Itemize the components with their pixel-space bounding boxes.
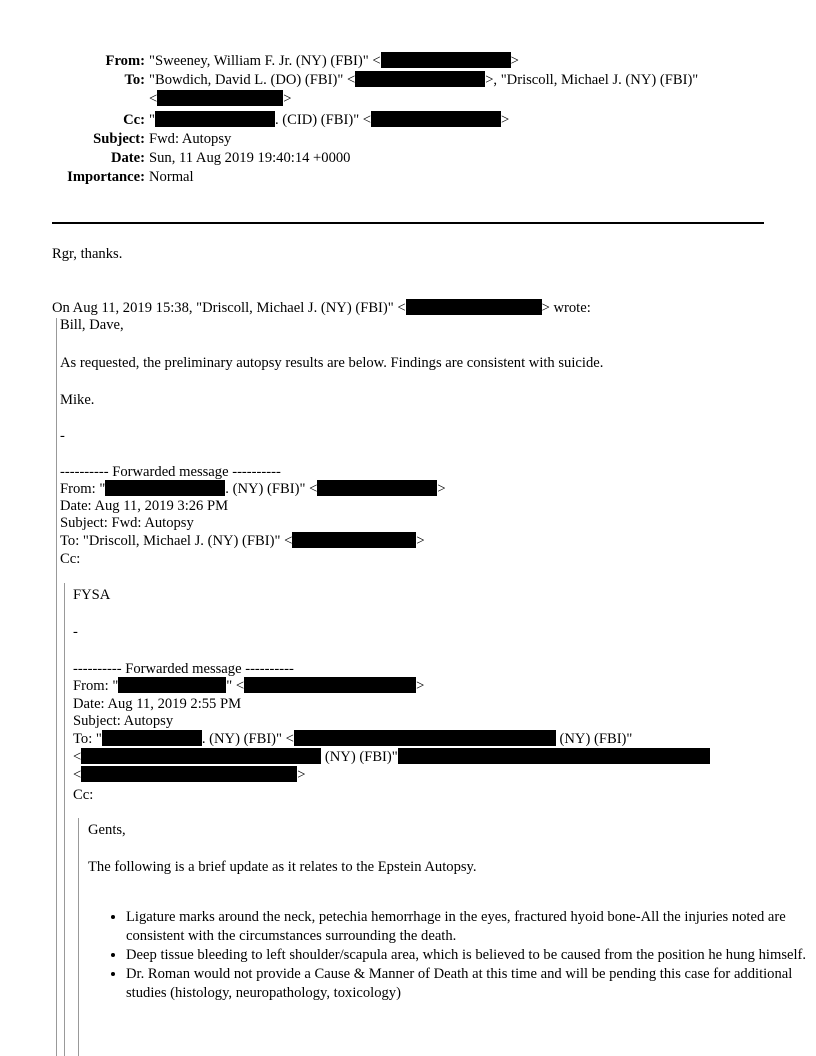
quote3-intro: The following is a brief update as it relates to the Epstein Autopsy. <box>88 859 477 875</box>
quote2-cc: Cc: <box>73 787 94 803</box>
to-value-1: "Bowdich, David L. (DO) (FBI)" < <box>149 72 356 88</box>
quote2-to-line2: < (NY) (FBI)" <box>73 748 710 767</box>
redaction <box>105 480 225 496</box>
quote1-subject: Subject: Fwd: Autopsy <box>60 515 194 531</box>
redaction <box>398 748 710 764</box>
quote2-fwd-header: ---------- Forwarded message ---------- <box>73 661 294 677</box>
date-label: Date: <box>110 150 145 166</box>
quote2-to-line3: < > <box>73 767 306 783</box>
quote1-date: Date: Aug 11, 2019 3:26 PM <box>60 498 229 514</box>
to-value-2: >, "Driscoll, Michael J. (NY) (FBI)" <box>485 72 699 88</box>
redaction <box>118 677 226 693</box>
redaction <box>155 111 275 127</box>
subject-label: Subject: <box>93 131 145 147</box>
header-divider <box>52 222 764 224</box>
quote3-greeting: Gents, <box>88 822 126 838</box>
redaction <box>102 730 202 746</box>
cc-value: . (CID) (FBI)" < <box>274 112 372 128</box>
quote-bar-2 <box>64 583 65 1056</box>
email-header <box>0 52 780 187</box>
quote1-greeting: Bill, Dave, <box>60 317 124 333</box>
redaction <box>381 52 511 68</box>
redaction <box>317 480 437 496</box>
quote-bar-3 <box>78 818 79 1056</box>
quote1-from: From: " . (NY) (FBI)" < > <box>60 481 446 497</box>
header-to-row <box>0 71 780 90</box>
quote2-to: To: " . (NY) (FBI)" < (NY) (FBI)" <box>73 731 633 747</box>
findings-list <box>88 908 816 1003</box>
redaction <box>371 111 501 127</box>
quote1-dash: - <box>60 428 65 444</box>
list-item: • Ligature marks around the neck, petechia hemorrhage in the eyes, fractured hyoid bone-All the injuries noted are consistent with the circumstances surrounding the death. <box>126 908 816 946</box>
cc-label: Cc: <box>123 112 145 128</box>
quote1-body: As requested, the preliminary autopsy results are below. Findings are consistent with suicide. <box>60 355 604 371</box>
quote1-fwd-header: ---------- Forwarded message ---------- <box>60 464 281 480</box>
quote1-attribution: On Aug 11, 2019 15:38, "Driscoll, Michael J. (NY) (FBI)" < > wrote: <box>52 300 591 316</box>
quote2-subject: Subject: Autopsy <box>73 713 174 729</box>
quote1-to: To: "Driscoll, Michael J. (NY) (FBI)" < > <box>60 533 425 549</box>
reply-text: Rgr, thanks. <box>52 246 123 262</box>
header-cc-row: Cc: " . (CID) (FBI)" < > <box>0 111 780 130</box>
header-subject-row <box>0 130 780 149</box>
redaction <box>292 532 416 548</box>
from-label: From: <box>105 53 145 69</box>
quote1-signoff: Mike. <box>60 392 95 408</box>
redaction <box>81 766 297 782</box>
redaction <box>81 748 321 764</box>
redaction <box>244 677 416 693</box>
header-from-row: From: "Sweeney, William F. Jr. (NY) (FBI)" < > <box>0 52 780 71</box>
redaction <box>355 71 485 87</box>
subject-value: Fwd: Autopsy <box>149 131 232 147</box>
redaction <box>294 730 556 746</box>
header-importance-row <box>0 168 780 187</box>
quote2-body: FYSA <box>73 587 111 603</box>
quote-bar-1 <box>56 318 57 1056</box>
quote2-date: Date: Aug 11, 2019 2:55 PM <box>73 696 242 712</box>
redaction <box>406 299 542 315</box>
to-label: To: <box>124 72 145 88</box>
importance-value: Normal <box>149 169 194 185</box>
from-value: "Sweeney, William F. Jr. (NY) (FBI)" < <box>149 53 381 69</box>
quote2-dash: - <box>73 624 78 640</box>
header-date-row <box>0 149 780 168</box>
quote2-from: From: " " < > <box>73 678 425 694</box>
importance-label: Importance: <box>67 169 145 185</box>
redaction <box>157 90 283 106</box>
quote1-cc: Cc: <box>60 551 81 567</box>
list-item: • Deep tissue bleeding to left shoulder/scapula area, which is believed to be caused from the position he hung himself. <box>126 946 816 965</box>
date-value: Sun, 11 Aug 2019 19:40:14 +0000 <box>149 150 351 166</box>
list-item: • Dr. Roman would not provide a Cause & Manner of Death at this time and will be pending this case for additional studies (histology, neuropathology, toxicology) <box>126 965 816 1003</box>
header-to-row-cont: < > <box>149 91 292 107</box>
